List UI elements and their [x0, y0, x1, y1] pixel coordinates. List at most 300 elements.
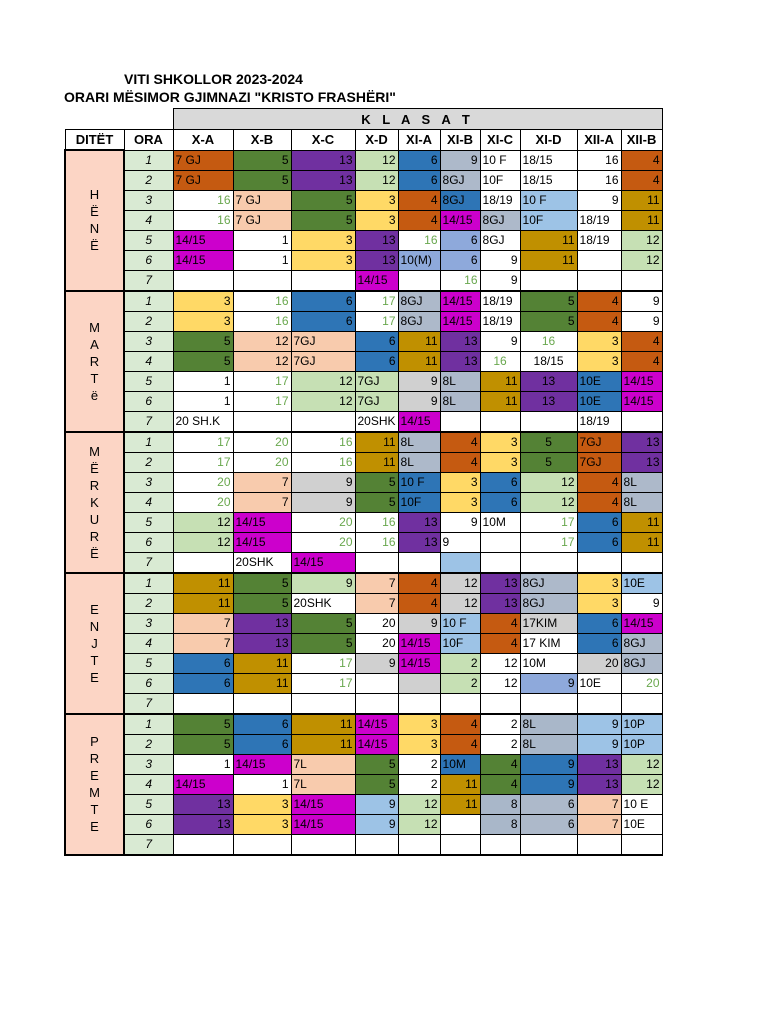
schedule-row — [65, 552, 662, 573]
schedule-cell: 6 — [520, 794, 577, 814]
period-number: 7 — [124, 693, 173, 714]
schedule-cell: 14/15 — [355, 734, 398, 754]
schedule-row — [65, 411, 662, 432]
schedule-cell: 6 — [577, 613, 621, 633]
schedule-cell: 7 — [233, 472, 291, 492]
schedule-row — [65, 834, 662, 855]
school-year-title: VITI SHKOLLOR 2023-2024 — [124, 71, 303, 87]
schedule-cell: 17 — [520, 512, 577, 532]
schedule-cell: 10 F — [520, 190, 577, 210]
schedule-cell: 13 — [291, 170, 355, 190]
period-number: 5 — [124, 794, 173, 814]
day-label: H Ë N Ë — [65, 150, 124, 291]
schedule-cell: 17 — [233, 371, 291, 391]
schedule-cell: 7GJ — [291, 351, 355, 371]
schedule-cell: 7GJ — [355, 391, 398, 411]
schedule-cell: 6 — [173, 653, 233, 673]
schedule-cell: 6 — [577, 633, 621, 653]
schedule-cell: 6 — [398, 150, 440, 170]
period-number: 2 — [124, 311, 173, 331]
schedule-cell: 14/15 — [621, 371, 662, 391]
schedule-cell: 9 — [621, 291, 662, 312]
schedule-cell: 7 GJ — [173, 150, 233, 170]
schedule-cell: 17KIM — [520, 613, 577, 633]
schedule-cell: 13 — [577, 774, 621, 794]
column-header: XI-B — [440, 130, 480, 151]
schedule-cell — [398, 834, 440, 855]
schedule-cell: 6 — [480, 492, 520, 512]
column-header: XI-C — [480, 130, 520, 151]
schedule-cell: 20 — [233, 452, 291, 472]
schedule-cell: 3 — [440, 492, 480, 512]
schedule-cell: 2 — [398, 774, 440, 794]
schedule-cell: 4 — [398, 190, 440, 210]
schedule-cell: 8GJ — [440, 190, 480, 210]
schedule-cell: 20 — [355, 613, 398, 633]
schedule-cell — [480, 411, 520, 432]
schedule-cell: 4 — [480, 633, 520, 653]
day-label: M A R T ë — [65, 291, 124, 432]
schedule-cell: 1 — [233, 230, 291, 250]
schedule-cell: 5 — [291, 613, 355, 633]
schedule-cell: 2 — [398, 754, 440, 774]
schedule-cell: 5 — [291, 633, 355, 653]
period-number: 5 — [124, 371, 173, 391]
schedule-cell: 8 — [480, 814, 520, 834]
schedule-row — [65, 170, 662, 190]
schedule-cell — [577, 250, 621, 270]
schedule-cell: 5 — [233, 593, 291, 613]
schedule-cell — [355, 552, 398, 573]
schedule-cell: 8GJ — [621, 653, 662, 673]
schedule-row — [65, 593, 662, 613]
schedule-cell: 8L — [621, 492, 662, 512]
schedule-cell: 17 — [173, 452, 233, 472]
schedule-cell: 5 — [291, 210, 355, 230]
schedule-cell: 10M — [480, 512, 520, 532]
schedule-cell: 6 — [233, 734, 291, 754]
schedule-cell: 6 — [355, 331, 398, 351]
schedule-cell: 14/15 — [440, 311, 480, 331]
schedule-cell — [480, 834, 520, 855]
day-label: E N J T E — [65, 573, 124, 714]
schedule-cell: 2 — [480, 714, 520, 735]
schedule-cell: 12 — [355, 170, 398, 190]
schedule-cell: 12 — [291, 391, 355, 411]
schedule-cell: 12 — [621, 250, 662, 270]
schedule-cell: 12 — [480, 653, 520, 673]
schedule-cell: 16 — [355, 512, 398, 532]
schedule-cell: 16 — [173, 190, 233, 210]
schedule-cell: 11 — [291, 734, 355, 754]
schedule-cell — [520, 411, 577, 432]
schedule-row — [65, 250, 662, 270]
schedule-cell — [577, 270, 621, 291]
schedule-cell — [577, 693, 621, 714]
schedule-cell: 11 — [520, 250, 577, 270]
schedule-cell: 3 — [577, 573, 621, 594]
schedule-cell — [398, 673, 440, 693]
schedule-cell: 9 — [355, 814, 398, 834]
schedule-cell: 7 — [355, 593, 398, 613]
schedule-row — [65, 150, 662, 170]
schedule-cell: 4 — [480, 754, 520, 774]
period-number: 1 — [124, 291, 173, 312]
schedule-cell: 3 — [173, 291, 233, 312]
schedule-cell: 12 — [233, 331, 291, 351]
schedule-cell: 9 — [520, 673, 577, 693]
schedule-cell: 9 — [621, 593, 662, 613]
schedule-cell: 9 — [520, 754, 577, 774]
schedule-cell: 11 — [621, 512, 662, 532]
schedule-cell: 8L — [621, 472, 662, 492]
schedule-cell: 13 — [355, 250, 398, 270]
column-header: X-B — [233, 130, 291, 151]
schedule-cell: 4 — [621, 170, 662, 190]
schedule-cell: 2 — [440, 653, 480, 673]
schedule-cell: 6 — [577, 532, 621, 552]
schedule-cell — [440, 834, 480, 855]
schedule-cell: 11 — [440, 794, 480, 814]
schedule-cell: 3 — [398, 714, 440, 735]
period-number: 3 — [124, 472, 173, 492]
schedule-cell: 4 — [577, 492, 621, 512]
schedule-cell — [173, 552, 233, 573]
column-header: XII-A — [577, 130, 621, 151]
schedule-cell: 10 F — [398, 472, 440, 492]
schedule-cell: 20SHK — [355, 411, 398, 432]
schedule-cell: 4 — [577, 291, 621, 312]
schedule-cell: 10E — [621, 573, 662, 594]
schedule-cell — [520, 552, 577, 573]
schedule-cell: 16 — [233, 291, 291, 312]
schedule-cell: 18/19 — [577, 210, 621, 230]
schedule-cell: 12 — [173, 512, 233, 532]
schedule-cell: 2 — [480, 734, 520, 754]
schedule-cell: 8GJ — [621, 633, 662, 653]
period-number: 4 — [124, 633, 173, 653]
schedule-cell: 4 — [621, 331, 662, 351]
column-header-row — [65, 130, 662, 151]
schedule-cell — [355, 673, 398, 693]
schedule-cell: 11 — [355, 452, 398, 472]
schedule-cell — [173, 693, 233, 714]
schedule-row — [65, 351, 662, 371]
schedule-cell — [520, 270, 577, 291]
schedule-cell: 12 — [291, 371, 355, 391]
schedule-cell: 16 — [480, 351, 520, 371]
schedule-cell: 11 — [621, 190, 662, 210]
schedule-cell: 18/15 — [520, 351, 577, 371]
schedule-cell: 14/15 — [398, 653, 440, 673]
schedule-cell: 10F — [520, 210, 577, 230]
schedule-cell: 12 — [520, 492, 577, 512]
schedule-cell: 17 — [233, 391, 291, 411]
schedule-cell: 3 — [355, 210, 398, 230]
schedule-cell: 13 — [173, 814, 233, 834]
column-header: ORA — [124, 130, 173, 151]
period-number: 6 — [124, 532, 173, 552]
schedule-cell: 13 — [520, 391, 577, 411]
period-number: 2 — [124, 170, 173, 190]
schedule-cell — [621, 693, 662, 714]
schedule-cell — [398, 693, 440, 714]
schedule-cell: 20 — [291, 532, 355, 552]
column-header: X-C — [291, 130, 355, 151]
schedule-cell: 1 — [233, 774, 291, 794]
schedule-cell: 4 — [398, 573, 440, 594]
schedule-cell: 5 — [520, 452, 577, 472]
period-number: 1 — [124, 150, 173, 170]
schedule-row — [65, 371, 662, 391]
column-header: DITËT — [65, 130, 124, 151]
period-number: 6 — [124, 250, 173, 270]
schedule-row — [65, 653, 662, 673]
schedule-cell — [480, 552, 520, 573]
schedule-cell: 4 — [440, 714, 480, 735]
schedule-cell: 10F — [398, 492, 440, 512]
period-number: 5 — [124, 653, 173, 673]
schedule-cell: 6 — [398, 170, 440, 190]
schedule-cell: 3 — [480, 432, 520, 453]
schedule-cell: 10M — [520, 653, 577, 673]
schedule-cell: 8L — [440, 371, 480, 391]
schedule-cell: 8GJ — [520, 573, 577, 594]
schedule-cell: 9 — [480, 250, 520, 270]
schedule-cell: 17 — [355, 291, 398, 312]
schedule-row — [65, 633, 662, 653]
schedule-cell: 16 — [291, 452, 355, 472]
period-number: 6 — [124, 814, 173, 834]
schedule-cell — [520, 834, 577, 855]
schedule-cell: 10E — [577, 371, 621, 391]
period-number: 2 — [124, 593, 173, 613]
schedule-cell: 9 — [440, 150, 480, 170]
schedule-cell: 14/15 — [621, 613, 662, 633]
schedule-cell: 8GJ — [398, 311, 440, 331]
period-number: 6 — [124, 673, 173, 693]
schedule-cell: 14/15 — [173, 250, 233, 270]
schedule-cell — [355, 693, 398, 714]
period-number: 7 — [124, 834, 173, 855]
schedule-cell: 9 — [291, 492, 355, 512]
schedule-cell — [173, 270, 233, 291]
schedule-cell: 20 — [173, 472, 233, 492]
schedule-cell — [291, 693, 355, 714]
schedule-cell: 20SHK — [233, 552, 291, 573]
schedule-cell: 18/15 — [520, 170, 577, 190]
schedule-row — [65, 230, 662, 250]
schedule-cell: 5 — [233, 573, 291, 594]
schedule-cell: 14/15 — [440, 291, 480, 312]
schedule-cell: 3 — [355, 190, 398, 210]
schedule-cell: 20 — [233, 432, 291, 453]
schedule-row — [65, 472, 662, 492]
schedule-cell: 7GJ — [577, 452, 621, 472]
schedule-cell: 11 — [291, 714, 355, 735]
schedule-cell: 13 — [621, 432, 662, 453]
schedule-cell: 18/19 — [480, 311, 520, 331]
schedule-cell — [291, 834, 355, 855]
schedule-cell: 16 — [440, 270, 480, 291]
schedule-cell: 8GJ — [398, 291, 440, 312]
schedule-cell — [621, 552, 662, 573]
schedule-row — [65, 774, 662, 794]
schedule-cell: 9 — [398, 613, 440, 633]
schedule-cell: 11 — [621, 532, 662, 552]
schedule-cell: 11 — [398, 351, 440, 371]
schedule-cell: 10F — [480, 170, 520, 190]
schedule-cell: 3 — [291, 230, 355, 250]
schedule-table — [64, 108, 663, 856]
schedule-cell: 16 — [398, 230, 440, 250]
schedule-row — [65, 512, 662, 532]
schedule-cell: 11 — [173, 573, 233, 594]
schedule-cell: 3 — [398, 734, 440, 754]
schedule-cell: 6 — [173, 673, 233, 693]
schedule-cell: 3 — [480, 452, 520, 472]
schedule-cell: 12 — [621, 774, 662, 794]
schedule-cell: 11 — [173, 593, 233, 613]
schedule-cell: 4 — [480, 774, 520, 794]
period-number: 5 — [124, 230, 173, 250]
column-header: XI-D — [520, 130, 577, 151]
schedule-row — [65, 190, 662, 210]
period-number: 2 — [124, 734, 173, 754]
schedule-cell: 8L — [520, 714, 577, 735]
schedule-cell: 13 — [480, 593, 520, 613]
schedule-cell: 16 — [577, 170, 621, 190]
column-header: X-A — [173, 130, 233, 151]
period-number: 1 — [124, 432, 173, 453]
schedule-cell: 9 — [480, 331, 520, 351]
klasat-row — [65, 109, 662, 130]
day-label: P R E M T E — [65, 714, 124, 855]
schedule-cell: 14/15 — [173, 774, 233, 794]
schedule-cell — [233, 411, 291, 432]
schedule-cell: 11 — [480, 371, 520, 391]
schedule-cell — [233, 270, 291, 291]
schedule-cell: 10(M) — [398, 250, 440, 270]
schedule-cell: 12 — [355, 150, 398, 170]
period-number: 1 — [124, 573, 173, 594]
schedule-cell: 10F — [440, 633, 480, 653]
schedule-cell: 16 — [520, 331, 577, 351]
schedule-cell: 13 — [440, 331, 480, 351]
schedule-cell: 8L — [398, 432, 440, 453]
schedule-cell: 5 — [355, 774, 398, 794]
day-label: M Ë R K U R Ë — [65, 432, 124, 573]
schedule-cell: 12 — [398, 814, 440, 834]
schedule-cell: 10P — [621, 734, 662, 754]
schedule-cell — [480, 532, 520, 552]
schedule-cell: 8L — [398, 452, 440, 472]
schedule-cell: 12 — [398, 794, 440, 814]
schedule-cell: 16 — [577, 150, 621, 170]
schedule-cell — [440, 552, 480, 573]
schedule-cell: 13 — [398, 512, 440, 532]
schedule-cell: 17 — [291, 673, 355, 693]
schedule-cell: 10E — [577, 673, 621, 693]
schedule-cell: 2 — [440, 673, 480, 693]
schedule-cell — [621, 270, 662, 291]
schedule-cell: 9 — [355, 653, 398, 673]
schedule-cell: 7 — [173, 633, 233, 653]
schedule-cell: 12 — [233, 351, 291, 371]
schedule-cell: 14/15 — [233, 754, 291, 774]
schedule-cell: 12 — [621, 754, 662, 774]
schedule-cell: 9 — [440, 532, 480, 552]
schedule-cell: 16 — [355, 532, 398, 552]
schedule-cell: 14/15 — [173, 230, 233, 250]
schedule-cell: 9 — [440, 512, 480, 532]
schedule-cell: 20 — [621, 673, 662, 693]
schedule-cell: 5 — [173, 734, 233, 754]
schedule-cell: 14/15 — [355, 270, 398, 291]
schedule-cell: 20 — [291, 512, 355, 532]
schedule-cell: 13 — [398, 532, 440, 552]
schedule-cell: 3 — [233, 814, 291, 834]
schedule-cell: 4 — [577, 311, 621, 331]
schedule-cell: 10 E — [621, 794, 662, 814]
schedule-row — [65, 754, 662, 774]
schedule-cell: 11 — [520, 230, 577, 250]
schedule-cell: 12 — [440, 573, 480, 594]
schedule-cell: 6 — [480, 472, 520, 492]
schedule-cell: 9 — [577, 190, 621, 210]
schedule-cell: 10 F — [440, 613, 480, 633]
schedule-cell: 16 — [173, 210, 233, 230]
schedule-cell: 7 GJ — [233, 190, 291, 210]
schedule-cell: 9 — [398, 371, 440, 391]
schedule-cell: 20SHK — [291, 593, 355, 613]
schedule-cell: 4 — [621, 150, 662, 170]
schedule-cell: 5 — [355, 754, 398, 774]
schedule-cell: 12 — [480, 673, 520, 693]
schedule-cell: 5 — [520, 291, 577, 312]
schedule-row — [65, 311, 662, 331]
schedule-title: ORARI MËSIMOR GJIMNAZI "KRISTO FRASHËRI" — [64, 89, 396, 105]
schedule-row — [65, 331, 662, 351]
schedule-cell: 12 — [520, 472, 577, 492]
schedule-cell: 8GJ — [520, 593, 577, 613]
schedule-cell: 4 — [440, 734, 480, 754]
schedule-cell: 7L — [291, 774, 355, 794]
klasat-header: K L A S A T — [173, 109, 662, 130]
schedule-cell: 9 — [355, 794, 398, 814]
schedule-row — [65, 613, 662, 633]
schedule-cell: 6 — [291, 291, 355, 312]
schedule-cell: 6 — [577, 512, 621, 532]
schedule-cell — [291, 411, 355, 432]
schedule-cell — [577, 834, 621, 855]
schedule-cell: 14/15 — [233, 512, 291, 532]
schedule-cell: 20 SH.K — [173, 411, 233, 432]
schedule-row — [65, 210, 662, 230]
period-number: 6 — [124, 391, 173, 411]
schedule-cell: 5 — [173, 714, 233, 735]
period-number: 4 — [124, 351, 173, 371]
schedule-cell: 16 — [291, 432, 355, 453]
schedule-cell: 8GJ — [480, 230, 520, 250]
schedule-cell: 3 — [440, 472, 480, 492]
schedule-row — [65, 814, 662, 834]
schedule-cell: 16 — [233, 311, 291, 331]
schedule-cell: 18/19 — [577, 230, 621, 250]
schedule-cell: 9 — [577, 734, 621, 754]
schedule-cell: 14/15 — [440, 210, 480, 230]
schedule-cell: 7L — [291, 754, 355, 774]
